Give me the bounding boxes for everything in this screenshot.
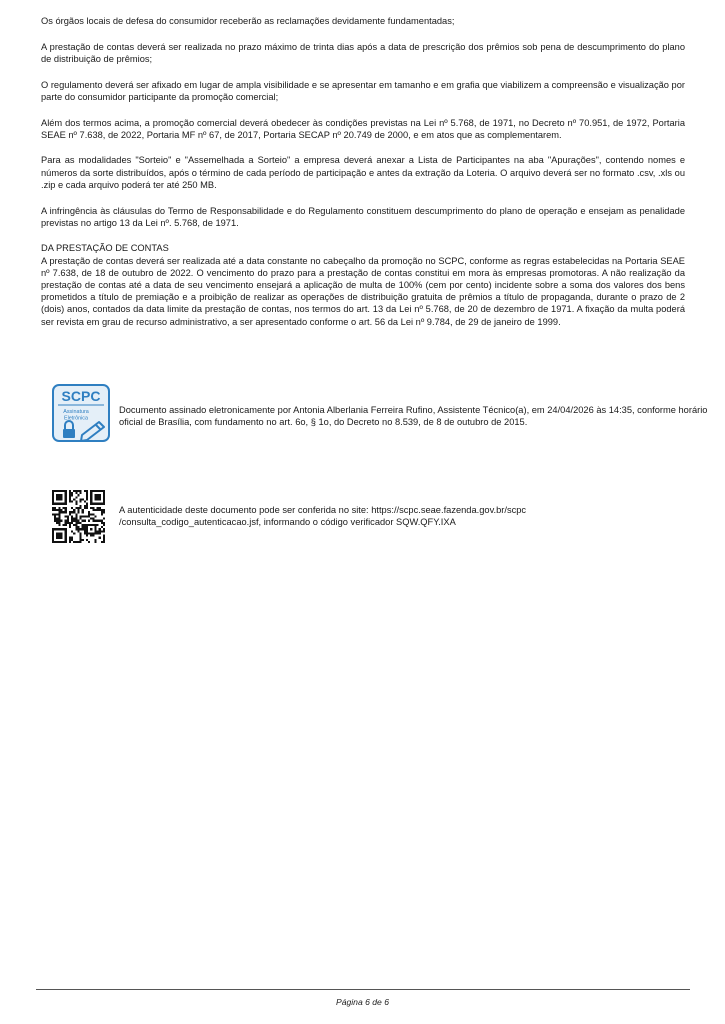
footer-divider (36, 989, 690, 990)
authenticity-text (119, 504, 719, 529)
qr-code-icon (52, 490, 105, 543)
page-number: Página 6 de 6 (335, 997, 390, 1007)
paragraph-infringement: A infringência às cláusulas do Termo de Responsabilidade e do Regulamento constituem descumprimento do plano de operação e ensejam as penalidade previstas no artigo 13 da Lei nº. 5.768, de 1971. (41, 205, 685, 228)
paragraph-participants-list: Para as modalidades "Sorteio" e "Assemelhada a Sorteio" a empresa deverá anexar a Lista de Participantes na aba "Apurações", contendo nomes e números da sorte distribuídos, após o término de cada período de participação e antes da extração da Loteria. O arquivo deverá ser no formato .csv, .xls ou .zip e cada arquivo poderá ter até 250 MB. (41, 155, 685, 190)
section-title: DA PRESTAÇÃO DE CONTAS (41, 243, 169, 254)
signature-block (52, 384, 708, 444)
authenticity-line-2: /consulta_codigo_autenticacao.jsf, informando o código verificador SQW.QFY.IXA (119, 517, 456, 528)
authenticity-line-1: A autenticidade deste documento pode ser conferida no site: https://scpc.seae.fazenda.gov.br/scpc (119, 505, 527, 515)
document-body (41, 15, 685, 328)
signature-text: Documento assinado eletronicamente por Antonia Alberlania Ferreira Rufino, Assistente Técnico(a), em 24/04/2026 às 14:35, conforme horário oficial de Brasília, com fundamento no art. 6o, § 1o, do Decreto no 8.539, de 8 de outubro de 2015. (119, 405, 708, 428)
paragraph-accountability-deadline: A prestação de contas deverá ser realizada no prazo máximo de trinta dias após a data de prescrição dos prêmios sob pena de descumprimento do plano de distribuição de prêmios; (41, 41, 685, 64)
seal-title: SCPC (61, 388, 101, 404)
paragraph-legal-conditions: Além dos termos acima, a promoção comercial deverá obedecer às condições previstas na Lei nº 5.768, de 1971, no Decreto nº 70.951, de 1972, Portaria SEAE nº 7.638, de 2022, Portaria MF nº 67, de 2017, Portaria SECAP nº 20.749 de 2000, e em atos que as complementarem. (41, 117, 685, 140)
electronic-signature-seal-icon (52, 384, 110, 442)
paragraph-consumer-complaints: Os órgãos locais de defesa do consumidor receberão as reclamações devidamente fundamentadas; (41, 16, 455, 26)
seal-line1: Assinatura (63, 409, 89, 415)
section-paragraph: A prestação de contas deverá ser realizada até a data constante no cabeçalho da promoção no SCPC, conforme as regras estabelecidas na Portaria SEAE nº 7.638, de 18 de outubro de 2022. O vencimento do prazo para a prestação de contas constitui em mora às empresas promotoras. A não realização da prestação de contas até a data de seu vencimento ensejará a aplicação de multa de 100% (cem por cento) incidente sobre a soma dos valores dos bens prometidos a título de premiação e a proibição de realizar as operações de distribuição gratuita de prêmios a título de propaganda, durante o prazo de 2 (dois) anos, contados da data limite da prestação de contas, nos termos do art. 13 da Lei nº 5.768, de 20 de dezembro de 1971. A fixação da multa poderá ser revista em grau de recurso administrativo, a ser apresentado conforme o art. 56 da Lei nº 9.784, de 29 de janeiro de 1999. (41, 255, 685, 327)
authenticity-block (52, 490, 692, 544)
seal-line2: Eletrônica (64, 415, 88, 422)
paragraph-regulation-posting: O regulamento deverá ser afixado em lugar de ampla visibilidade e se apresentar em tamanho e em grafia que viabilizem a compreensão e visualização por parte do consumidor participante da promoção comercial; (41, 79, 685, 102)
